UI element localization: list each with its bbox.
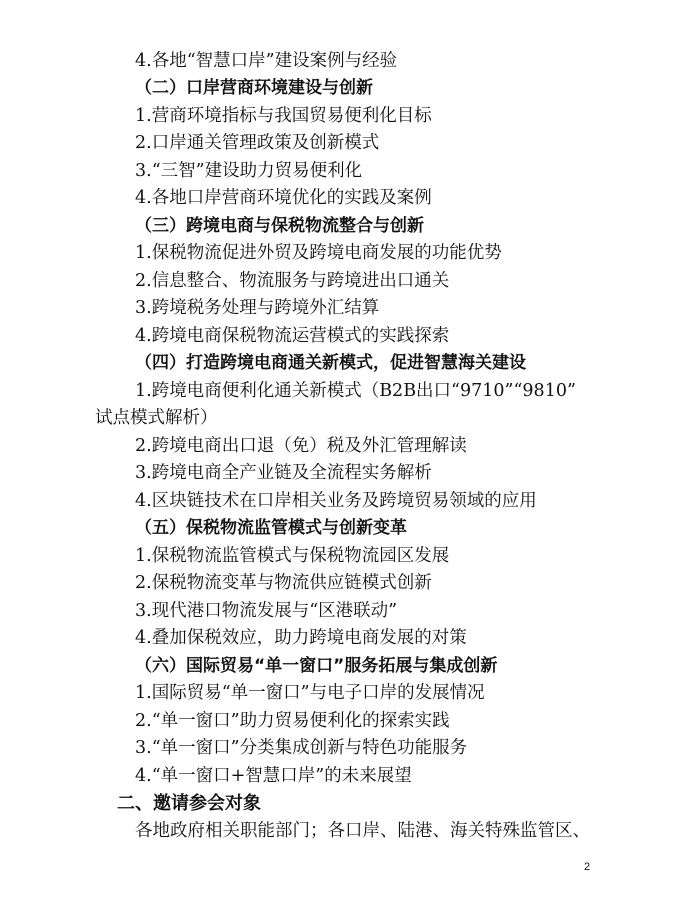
list-item: 1.保税物流促进外贸及跨境电商发展的功能优势 [135,243,502,263]
page-number: 2 [584,861,591,873]
list-item: 3.“三智”建设助力贸易便利化 [135,161,363,181]
list-item: 3.现代港口物流发展与“区港联动” [135,601,398,621]
list-item-continuation: 试点模式解析） [95,408,218,428]
section-heading: （六）国际贸易“单一窗口”服务拓展与集成创新 [135,656,498,676]
section-heading: （三）跨境电商与保税物流整合与创新 [135,216,424,236]
list-item: 3.跨境税务处理与跨境外汇结算 [135,298,380,318]
section-heading: （二）口岸营商环境建设与创新 [135,78,373,98]
list-item: 4.各地口岸营商环境优化的实践及案例 [135,188,432,208]
list-item: 2.“单一窗口”助力贸易便利化的探索实践 [135,711,450,731]
list-item: 4.叠加保税效应，助力跨境电商发展的对策 [135,628,467,648]
list-item: 4.各地“智慧口岸”建设案例与经验 [135,51,398,71]
list-item: 4.区块链技术在口岸相关业务及跨境贸易领域的应用 [135,491,537,511]
chapter-heading: 二、邀请参会对象 [117,793,261,814]
list-item: 1.国际贸易“单一窗口”与电子口岸的发展情况 [135,683,485,703]
list-item: 2.保税物流变革与物流供应链模式创新 [135,573,432,593]
section-heading: （四）打造跨境电商通关新模式，促进智慧海关建设 [135,353,526,373]
list-item: 4.“单一窗口+智慧口岸”的未来展望 [135,766,412,786]
list-item: 2.口岸通关管理政策及创新模式 [135,133,380,153]
list-item: 1.保税物流监管模式与保税物流园区发展 [135,546,450,566]
list-item: 1.跨境电商便利化通关新模式（B2B出口“9710”“9810” [135,381,576,401]
list-item: 1.营商环境指标与我国贸易便利化目标 [135,106,432,126]
section-heading: （五）保税物流监管模式与创新变革 [135,518,407,538]
list-item: 2.信息整合、物流服务与跨境进出口通关 [135,271,450,291]
list-item: 4.跨境电商保税物流运营模式的实践探索 [135,326,450,346]
paragraph-text: 各地政府相关职能部门；各口岸、陆港、海关特殊监管区、 [135,821,590,841]
list-item: 3.“单一窗口”分类集成创新与特色功能服务 [135,738,468,758]
list-item: 3.跨境电商全产业链及全流程实务解析 [135,463,432,483]
list-item: 2.跨境电商出口退（免）税及外汇管理解读 [135,436,467,456]
